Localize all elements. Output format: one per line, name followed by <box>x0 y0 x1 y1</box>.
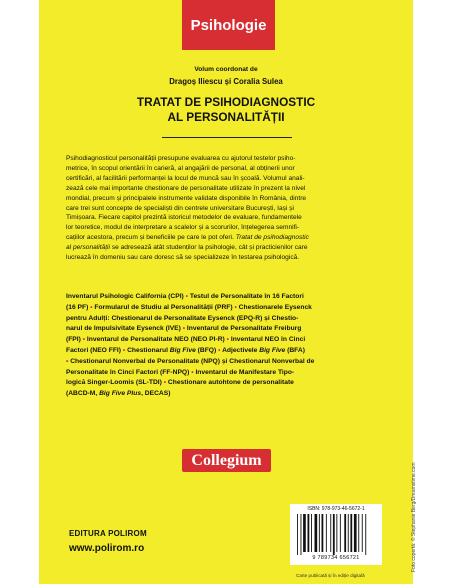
publisher-name: EDITURA POLIROM <box>69 529 147 538</box>
inventory-item-italic: Big Five <box>169 346 196 354</box>
barcode-bar <box>348 514 349 552</box>
barcode-bar <box>354 514 357 552</box>
bullet-separator: • <box>218 346 221 354</box>
barcode-bar <box>315 514 318 552</box>
inventory-item: (ABCD-M, <box>66 390 100 398</box>
collegium-logo: Collegium <box>182 449 271 472</box>
description-line: metrice, în scopul orientării în carieră, al angajării de personal, al obținerii unor <box>66 164 295 172</box>
barcode-bar <box>322 514 324 552</box>
barcode-graphic <box>296 514 376 555</box>
inventory-item: narul de Impulsivitate Eysenck (IVE) <box>66 325 181 333</box>
inventory-line <box>66 324 388 335</box>
inventory-line <box>66 368 388 379</box>
inventory-item: (BFA) <box>285 346 305 354</box>
barcode-bar <box>362 514 363 552</box>
description-line: care trei sunt concepte de specialiști din centrele universitare București, Iași și <box>66 204 294 212</box>
inventory-item: Inventarul de Personalitate Freiburg <box>186 325 302 333</box>
inventory-item: (FPI) <box>66 336 81 344</box>
barcode-bar <box>358 514 359 552</box>
inventory-item: Formularul de Studiu al Personalității (PRF) <box>94 303 233 311</box>
description-line: Timișoara. Fiecare capitol prezintă istoricul metodelor de evaluare, fundamentele <box>66 214 302 222</box>
barcode-bar <box>297 514 298 555</box>
barcode-bar <box>319 514 320 552</box>
inventory-item-italic: Big Five Plus <box>99 390 142 398</box>
coordinated-by-label: Volum coordonat de <box>194 66 258 73</box>
inventory-line <box>66 314 388 325</box>
inventory-line <box>66 303 388 314</box>
bullet-separator: • <box>234 303 237 311</box>
inventory-item: , DECAS) <box>141 390 171 398</box>
inventory-item: Personalitate în Cinci Factori (FF-NPQ) <box>66 368 190 376</box>
bullet-separator: • <box>191 368 194 376</box>
inventory-line <box>66 357 388 368</box>
description-line: lucrează în domeniu sau care doresc să se specializeze în testarea psihologică. <box>66 254 300 262</box>
book-title-line-2: AL PERSONALITĂȚII <box>167 110 285 124</box>
bullet-separator: • <box>90 303 93 311</box>
bullet-separator: • <box>182 325 186 333</box>
inventory-line <box>66 389 388 400</box>
description-line: lor teoretice, modul de interpretare a scalelor și a scorurilor, înțelegerea semnifi- <box>66 224 300 232</box>
book-title-line-1: TRATAT DE PSIHODIAGNOSTIC <box>136 95 316 109</box>
description-line <box>66 233 388 243</box>
bullet-separator: • <box>185 293 188 300</box>
description-line: zează cele mai importante chestionare de personalitate utilizate în prezent la nivel <box>66 184 306 192</box>
inventory-item: pentru Adulți: Chestionarul de Personalitate Eysenck (EPQ-R) și Chestio- <box>66 314 299 322</box>
inventory-item: (BFQ) <box>195 346 217 354</box>
barcode-bar <box>311 514 312 552</box>
digital-edition-note: Carte publicată și în ediție digitală <box>296 573 365 578</box>
publisher-website: www.polirom.ro <box>69 543 145 554</box>
bullet-separator: • <box>163 379 167 387</box>
barcode-bar <box>365 514 366 555</box>
category-label: Psihologie <box>190 16 267 34</box>
category-tab <box>182 0 275 50</box>
bullet-separator: • <box>226 336 229 344</box>
barcode-bar <box>326 514 327 552</box>
description-italic-title: Tratat de psihodiagnostic <box>235 234 309 242</box>
inventory-item: Inventarul de Manifestare Tipo- <box>195 368 295 376</box>
photo-credit: Foto copertă: © Stephanie Berg/Dreamstime.com <box>411 462 417 572</box>
inventory-item: Inventarul Psihologic California (CPI) <box>66 293 184 300</box>
barcode-bar <box>350 514 352 552</box>
inventory-item: Testul de Personalitate în 16 Factori <box>189 293 304 300</box>
inventory-line <box>66 378 388 389</box>
barcode-bar <box>301 514 302 555</box>
barcode-bar <box>333 514 335 555</box>
inventory-list <box>66 292 388 400</box>
description-line <box>66 243 388 253</box>
description-line: Psihodiagnosticul personalității presupune evaluarea cu ajutorul testelor psiho- <box>66 155 296 162</box>
inventory-line <box>66 292 388 303</box>
barcode-panel <box>290 504 382 565</box>
description-line: mondial, precum și principalele instrumente validate disponibile în România, dintre <box>66 194 307 202</box>
description-italic-title-2: al personalității <box>66 244 110 252</box>
barcode-bar <box>336 514 337 552</box>
description-line: certificări, al facilitării performanței la locul de muncă sau în școală. Volumul anali- <box>66 174 305 182</box>
barcode-number: 9 789734 656721 <box>312 555 360 561</box>
inventory-line <box>66 346 388 357</box>
bullet-separator: • <box>82 336 86 344</box>
inventory-item: Chestionarul <box>127 346 170 354</box>
book-description <box>66 154 388 263</box>
inventory-item: Adjectivele <box>222 346 260 354</box>
barcode-bar <box>303 514 306 552</box>
inventory-item: Inventarul NEO în Cinci <box>230 336 306 344</box>
inventory-item: Chestionare autohtone de personalitate <box>167 379 294 387</box>
inventory-item: Factori (NEO FFI) <box>66 346 121 354</box>
description-text: cațiilor acestora, precum și beneficiile pe care le pot oferi. <box>66 234 234 242</box>
inventory-item: Inventarul de Personalitate NEO (NEO PI-R) <box>86 336 225 344</box>
barcode-bar <box>308 514 310 552</box>
bullet-separator: • <box>122 346 126 354</box>
inventory-line <box>66 335 388 346</box>
inventory-item: Chestionarele Eysenck <box>238 303 312 311</box>
authors: Dragoș Iliescu și Coralia Sulea <box>169 77 283 86</box>
inventory-item: Chestionarul Nonverbal de Personalitate (NPQ) și Chestionarul Nonverbal de <box>70 357 315 365</box>
barcode-bar <box>330 514 331 552</box>
inventory-item: (16 PF) <box>66 303 89 311</box>
inventory-item: logică Singer-Loomis (SL-TDI) <box>66 379 162 387</box>
barcode-bar <box>344 514 346 552</box>
description-text: se adresează atât studenților la psihologie, cât și practicienilor care <box>109 244 308 252</box>
inventory-item-italic: Big Five <box>259 346 286 354</box>
title-divider <box>162 137 292 138</box>
isbn-text: ISBN: 978-973-46-5672-1 <box>307 506 365 512</box>
barcode-bar <box>340 514 341 552</box>
book-back-cover <box>39 0 413 584</box>
bullet-separator: • <box>66 357 69 365</box>
